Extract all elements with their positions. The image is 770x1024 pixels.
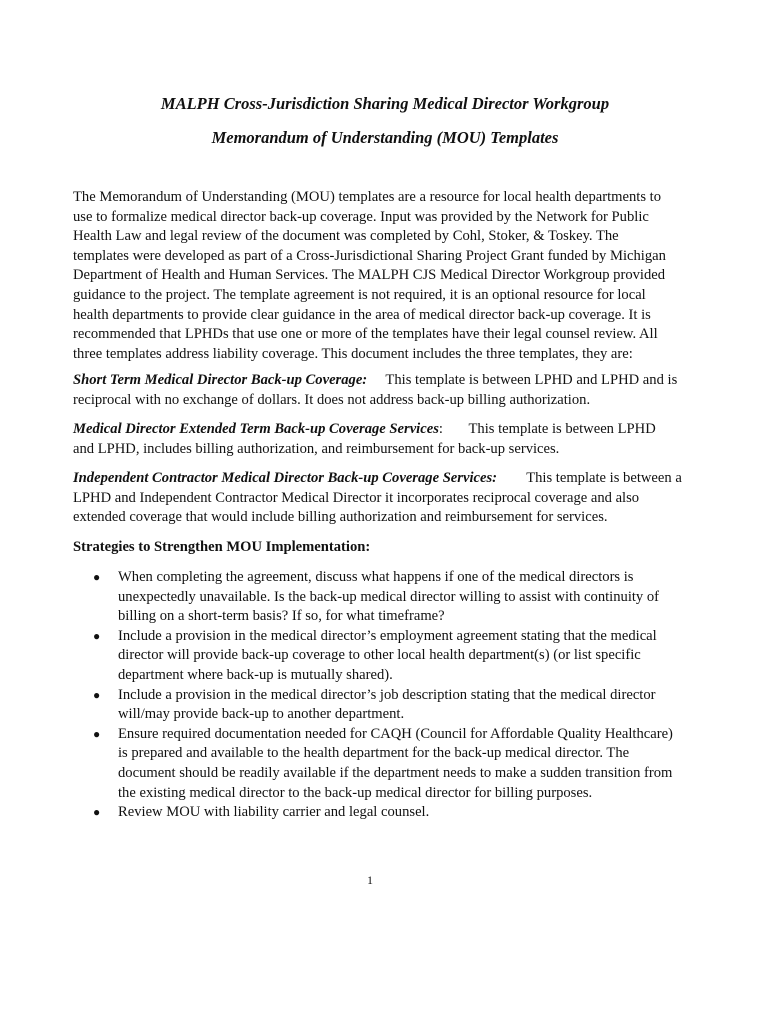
list-item-line: unexpectedly unavailable. Is the back-up medical director willing to assist with continuity of — [118, 588, 660, 605]
intro-line: three templates address liability coverage. This document includes the three templates, they are: — [73, 345, 633, 362]
list-item-line: document should be readily available if the department needs to make a sudden transition from — [118, 764, 673, 781]
list-item-line: Include a provision in the medical director’s job description stating that the medical director — [118, 686, 656, 703]
strategies-list — [73, 568, 703, 823]
template-line: and LPHD, includes billing authorization, and reimbursement for back-up services. — [73, 440, 560, 457]
template-line: reciprocal with no exchange of dollars. It does not address back-up billing authorization. — [73, 391, 591, 408]
intro-paragraph — [73, 188, 703, 364]
template-first-line — [73, 371, 703, 391]
list-item-line: When completing the agreement, discuss what happens if one of the medical directors is — [118, 569, 634, 585]
list-item — [73, 803, 703, 823]
template-separator: : — [438, 421, 443, 437]
template-line: extended coverage that would include billing authorization and reimbursement for services. — [73, 509, 608, 526]
template-description: This template is between LPHD — [468, 421, 656, 437]
list-item-line: director will provide back-up coverage to other local health department(s) (or list specific — [118, 647, 641, 664]
bullet-icon: ● — [93, 570, 101, 584]
template-line: LPHD and Independent Contractor Medical Director it incorporates reciprocal coverage and also — [73, 489, 640, 506]
intro-line: Health Law and legal review of the document was completed by Cohl, Stoker, & Toskey. The — [73, 228, 619, 245]
page-number: 1 — [367, 873, 373, 887]
document-subtitle: Memorandum of Understanding (MOU) Templates — [211, 128, 559, 147]
bullet-icon: ● — [93, 726, 101, 741]
strategies-heading: Strategies to Strengthen MOU Implementation: — [73, 539, 371, 555]
list-item-line: department where back-up is mutually shared). — [118, 666, 393, 683]
template-description: This template is between LPHD and LPHD and is — [385, 372, 678, 388]
bullet-icon: ● — [93, 805, 101, 820]
list-item-line: Include a provision in the medical director’s employment agreement stating that the medical — [118, 627, 657, 644]
template-separator: : — [362, 372, 368, 388]
list-item-line: Ensure required documentation needed for CAQH (Council for Affordable Quality Healthcare) — [118, 725, 673, 742]
list-item — [73, 568, 703, 627]
list-item-line: Review MOU with liability carrier and legal counsel. — [118, 804, 430, 821]
intro-line: recommended that LPHDs that use one or more of the templates have their legal counsel review. All — [73, 326, 658, 343]
template-extended-term-paragraph — [73, 420, 703, 459]
list-item-line: will/may provide back-up to another department. — [118, 706, 405, 723]
list-item-line: billing on a short-term basis? If so, for what timeframe? — [118, 608, 445, 625]
list-item — [73, 686, 703, 725]
template-title: Medical Director Extended Term Back-up Coverage Services — [73, 421, 439, 437]
intro-line: use to formalize medical director back-up coverage. Input was provided by the Network for Public — [73, 208, 649, 225]
template-first-line — [73, 420, 703, 440]
intro-line: The Memorandum of Understanding (MOU) templates are a resource for local health departments to — [73, 189, 662, 205]
list-item — [73, 725, 703, 803]
template-title: Short Term Medical Director Back-up Coverage — [73, 372, 363, 388]
list-item-line: is prepared and available to the health department for the back-up medical director. The — [118, 745, 630, 762]
intro-line: Department of Health and Human Services. The MALPH CJS Medical Director Workgroup provided — [73, 267, 666, 284]
template-first-line — [73, 469, 703, 489]
document-title: MALPH Cross-Jurisdiction Sharing Medical Director Workgroup — [160, 94, 610, 113]
list-item — [73, 627, 703, 686]
intro-line: guidance to the project. The template agreement is not required, it is an optional resource for local — [73, 286, 646, 303]
bullet-icon: ● — [93, 687, 101, 702]
template-title: Independent Contractor Medical Director Back-up Coverage Services: — [73, 470, 497, 486]
list-item-line: the existing medical director to the back-up medical director for billing purposes. — [118, 784, 593, 801]
template-description: This template is between a — [526, 470, 682, 486]
template-short-term-paragraph — [73, 371, 703, 410]
intro-line: templates were developed as part of a Cross-Jurisdictional Sharing Project Grant funded by Michigan — [73, 247, 666, 264]
bullet-icon: ● — [93, 628, 101, 643]
intro-line: health departments to provide clear guidance in the area of medical director back-up coverage. It is — [73, 306, 651, 323]
template-independent-contractor-paragraph — [73, 469, 703, 528]
